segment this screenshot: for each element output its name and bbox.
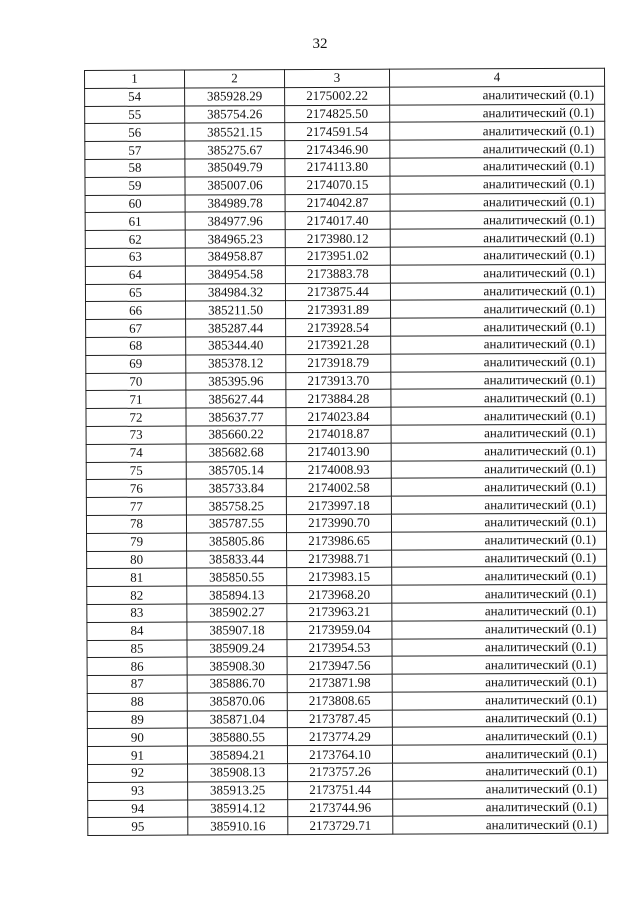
point-number-cell: 54	[85, 88, 185, 106]
table-row	[87, 656, 607, 676]
y-coordinate-cell: 2173883.78	[285, 265, 390, 283]
point-number-cell: 92	[88, 764, 188, 782]
y-coordinate-cell: 2173751.44	[288, 781, 393, 799]
x-coordinate-cell: 385787.55	[186, 515, 286, 533]
method-cell: аналитический (0.1)	[392, 602, 607, 621]
x-coordinate-cell: 385886.70	[187, 675, 287, 693]
table-row	[87, 691, 607, 711]
table-row	[85, 104, 605, 124]
y-coordinate-cell: 2173729.71	[288, 817, 393, 835]
y-coordinate-cell: 2173990.70	[286, 514, 391, 532]
table-row	[86, 442, 606, 462]
point-number-cell: 57	[85, 141, 185, 159]
point-number-cell: 85	[87, 640, 187, 658]
x-coordinate-cell: 385910.16	[188, 817, 288, 835]
y-coordinate-cell: 2173787.45	[287, 710, 392, 728]
x-coordinate-cell: 385660.22	[186, 426, 286, 444]
method-cell: аналитический (0.1)	[391, 389, 606, 408]
table-body	[85, 86, 608, 836]
table-row	[87, 620, 607, 640]
column-header-1: 1	[85, 70, 185, 88]
table-row	[87, 549, 607, 569]
method-cell: аналитический (0.1)	[391, 495, 606, 514]
y-coordinate-cell: 2173997.18	[286, 496, 391, 514]
table-row	[86, 460, 606, 480]
table-row	[87, 531, 607, 551]
method-cell: аналитический (0.1)	[392, 727, 607, 746]
point-number-cell: 87	[87, 675, 187, 693]
x-coordinate-cell: 385833.44	[187, 550, 287, 568]
point-number-cell: 93	[88, 782, 188, 800]
y-coordinate-cell: 2173986.65	[287, 532, 392, 550]
y-coordinate-cell: 2173744.96	[288, 799, 393, 817]
table-row	[88, 780, 608, 800]
x-coordinate-cell: 385894.21	[187, 746, 287, 764]
method-cell: аналитический (0.1)	[391, 317, 606, 336]
x-coordinate-cell: 384958.87	[185, 248, 285, 266]
y-coordinate-cell: 2174113.80	[285, 158, 390, 176]
method-cell: аналитический (0.1)	[391, 478, 606, 497]
table-row	[87, 602, 607, 622]
point-number-cell: 69	[86, 355, 186, 373]
method-cell: аналитический (0.1)	[391, 371, 606, 390]
x-coordinate-cell: 385705.14	[186, 461, 286, 479]
table-row	[86, 478, 606, 498]
method-cell: аналитический (0.1)	[393, 762, 608, 781]
table-row	[86, 495, 606, 515]
y-coordinate-cell: 2174591.54	[285, 123, 390, 141]
point-number-cell: 72	[86, 408, 186, 426]
y-coordinate-cell: 2174023.84	[286, 407, 391, 425]
table-row	[85, 228, 605, 248]
method-cell: аналитический (0.1)	[392, 691, 607, 710]
point-number-cell: 70	[86, 373, 186, 391]
method-cell: аналитический (0.1)	[392, 673, 607, 692]
method-cell: аналитический (0.1)	[392, 638, 607, 657]
point-number-cell: 84	[87, 622, 187, 640]
point-number-cell: 56	[85, 123, 185, 141]
table-row	[85, 211, 605, 231]
point-number-cell: 83	[87, 604, 187, 622]
x-coordinate-cell: 385521.15	[185, 123, 285, 141]
x-coordinate-cell: 384984.32	[185, 283, 285, 301]
point-number-cell: 67	[86, 319, 186, 337]
x-coordinate-cell: 384989.78	[185, 194, 285, 212]
method-cell: аналитический (0.1)	[390, 139, 605, 158]
y-coordinate-cell: 2173931.89	[286, 301, 391, 319]
y-coordinate-cell: 2174013.90	[286, 443, 391, 461]
point-number-cell: 60	[85, 195, 185, 213]
point-number-cell: 90	[87, 729, 187, 747]
x-coordinate-cell: 384954.58	[185, 265, 285, 283]
x-coordinate-cell: 385275.67	[185, 141, 285, 159]
x-coordinate-cell: 385914.12	[188, 799, 288, 817]
column-header-2: 2	[185, 70, 285, 88]
point-number-cell: 86	[87, 657, 187, 675]
point-number-cell: 64	[85, 266, 185, 284]
x-coordinate-cell: 385733.84	[186, 479, 286, 497]
point-number-cell: 73	[86, 426, 186, 444]
point-number-cell: 76	[86, 479, 186, 497]
method-cell: аналитический (0.1)	[391, 300, 606, 319]
point-number-cell: 79	[87, 533, 187, 551]
table-row	[86, 389, 606, 409]
table-row	[86, 353, 606, 373]
point-number-cell: 66	[86, 301, 186, 319]
y-coordinate-cell: 2173757.26	[288, 763, 393, 781]
x-coordinate-cell: 385637.77	[186, 408, 286, 426]
method-cell: аналитический (0.1)	[390, 86, 605, 105]
table-row	[85, 193, 605, 213]
method-cell: аналитический (0.1)	[391, 406, 606, 425]
table-row	[85, 122, 605, 142]
x-coordinate-cell: 385850.55	[187, 568, 287, 586]
table-row	[85, 264, 605, 284]
point-number-cell: 63	[85, 248, 185, 266]
table-row	[85, 86, 605, 106]
x-coordinate-cell: 385344.40	[186, 337, 286, 355]
table-row	[86, 406, 606, 426]
point-number-cell: 95	[88, 818, 188, 836]
point-number-cell: 77	[86, 497, 186, 515]
method-cell: аналитический (0.1)	[392, 709, 607, 728]
point-number-cell: 75	[86, 462, 186, 480]
x-coordinate-cell: 385805.86	[187, 532, 287, 550]
table-row	[87, 584, 607, 604]
point-number-cell: 58	[85, 159, 185, 177]
table-row	[87, 727, 607, 747]
method-cell: аналитический (0.1)	[390, 264, 605, 283]
method-cell: аналитический (0.1)	[390, 193, 605, 212]
method-cell: аналитический (0.1)	[390, 246, 605, 265]
table-row	[86, 317, 606, 337]
method-cell: аналитический (0.1)	[392, 656, 607, 675]
method-cell: аналитический (0.1)	[392, 531, 607, 550]
y-coordinate-cell: 2173983.15	[287, 567, 392, 585]
y-coordinate-cell: 2173968.20	[287, 585, 392, 603]
page-number: 32	[312, 36, 328, 52]
point-number-cell: 89	[87, 711, 187, 729]
x-coordinate-cell: 385758.25	[186, 497, 286, 515]
table-row	[86, 335, 606, 355]
y-coordinate-cell: 2174018.87	[286, 425, 391, 443]
x-coordinate-cell: 385007.06	[185, 176, 285, 194]
x-coordinate-cell: 385682.68	[186, 443, 286, 461]
x-coordinate-cell: 384965.23	[185, 230, 285, 248]
method-cell: аналитический (0.1)	[390, 104, 605, 123]
table-row	[88, 816, 608, 836]
point-number-cell: 62	[85, 230, 185, 248]
x-coordinate-cell: 385902.27	[187, 604, 287, 622]
y-coordinate-cell: 2173808.65	[287, 692, 392, 710]
y-coordinate-cell: 2174346.90	[285, 140, 390, 158]
x-coordinate-cell: 385908.13	[188, 764, 288, 782]
y-coordinate-cell: 2173918.79	[286, 354, 391, 372]
table-row	[88, 798, 608, 818]
method-cell: аналитический (0.1)	[391, 442, 606, 461]
method-cell: аналитический (0.1)	[392, 584, 607, 603]
column-header-4: 4	[389, 68, 604, 87]
method-cell: аналитический (0.1)	[391, 424, 606, 443]
method-cell: аналитический (0.1)	[393, 816, 608, 835]
x-coordinate-cell: 385871.04	[187, 710, 287, 728]
y-coordinate-cell: 2174825.50	[285, 105, 390, 123]
method-cell: аналитический (0.1)	[390, 122, 605, 141]
table-row	[87, 709, 607, 729]
table-row	[87, 638, 607, 658]
y-coordinate-cell: 2174070.15	[285, 176, 390, 194]
x-coordinate-cell: 385880.55	[187, 728, 287, 746]
point-number-cell: 81	[87, 568, 187, 586]
table-row	[87, 567, 607, 587]
y-coordinate-cell: 2173963.21	[287, 603, 392, 621]
y-coordinate-cell: 2173988.71	[287, 550, 392, 568]
method-cell: аналитический (0.1)	[392, 620, 607, 639]
y-coordinate-cell: 2173764.10	[287, 745, 392, 763]
table-row	[88, 762, 608, 782]
method-cell: аналитический (0.1)	[392, 549, 607, 568]
x-coordinate-cell: 385928.29	[185, 87, 285, 105]
x-coordinate-cell: 385908.30	[187, 657, 287, 675]
method-cell: аналитический (0.1)	[391, 460, 606, 479]
method-cell: аналитический (0.1)	[390, 211, 605, 230]
y-coordinate-cell: 2173884.28	[286, 390, 391, 408]
point-number-cell: 82	[87, 586, 187, 604]
y-coordinate-cell: 2174008.93	[286, 461, 391, 479]
y-coordinate-cell: 2173871.98	[287, 674, 392, 692]
y-coordinate-cell: 2173913.70	[286, 372, 391, 390]
y-coordinate-cell: 2173774.29	[287, 728, 392, 746]
x-coordinate-cell: 385211.50	[186, 301, 286, 319]
x-coordinate-cell: 385913.25	[188, 781, 288, 799]
x-coordinate-cell: 385907.18	[187, 621, 287, 639]
y-coordinate-cell: 2174042.87	[285, 194, 390, 212]
x-coordinate-cell: 385870.06	[187, 693, 287, 711]
table-row	[85, 282, 605, 302]
table-row	[86, 424, 606, 444]
column-header-3: 3	[285, 69, 390, 87]
y-coordinate-cell: 2173947.56	[287, 656, 392, 674]
method-cell: аналитический (0.1)	[392, 567, 607, 586]
y-coordinate-cell: 2173928.54	[286, 318, 391, 336]
x-coordinate-cell: 385395.96	[186, 372, 286, 390]
point-number-cell: 91	[87, 746, 187, 764]
table-row	[85, 157, 605, 177]
point-number-cell: 61	[85, 212, 185, 230]
y-coordinate-cell: 2173980.12	[285, 229, 390, 247]
y-coordinate-cell: 2175002.22	[285, 87, 390, 105]
x-coordinate-cell: 385049.79	[185, 159, 285, 177]
table-row	[86, 300, 606, 320]
y-coordinate-cell: 2173954.53	[287, 639, 392, 657]
x-coordinate-cell: 385378.12	[186, 354, 286, 372]
point-number-cell: 94	[88, 800, 188, 818]
x-coordinate-cell: 385627.44	[186, 390, 286, 408]
x-coordinate-cell: 384977.96	[185, 212, 285, 230]
x-coordinate-cell: 385909.24	[187, 639, 287, 657]
method-cell: аналитический (0.1)	[391, 353, 606, 372]
y-coordinate-cell: 2174017.40	[285, 212, 390, 230]
y-coordinate-cell: 2174002.58	[286, 478, 391, 496]
coordinates-table	[84, 68, 608, 837]
y-coordinate-cell: 2173951.02	[285, 247, 390, 265]
point-number-cell: 88	[87, 693, 187, 711]
point-number-cell: 68	[86, 337, 186, 355]
method-cell: аналитический (0.1)	[392, 745, 607, 764]
table-row	[86, 371, 606, 391]
point-number-cell: 74	[86, 444, 186, 462]
method-cell: аналитический (0.1)	[390, 175, 605, 194]
table-row	[87, 745, 607, 765]
point-number-cell: 78	[86, 515, 186, 533]
point-number-cell: 80	[87, 551, 187, 569]
point-number-cell: 71	[86, 390, 186, 408]
method-cell: аналитический (0.1)	[393, 780, 608, 799]
method-cell: аналитический (0.1)	[390, 228, 605, 247]
x-coordinate-cell: 385894.13	[187, 586, 287, 604]
method-cell: аналитический (0.1)	[390, 157, 605, 176]
point-number-cell: 55	[85, 106, 185, 124]
table-row	[85, 175, 605, 195]
x-coordinate-cell: 385287.44	[186, 319, 286, 337]
table-row	[87, 673, 607, 693]
method-cell: аналитический (0.1)	[393, 798, 608, 817]
point-number-cell: 65	[85, 284, 185, 302]
x-coordinate-cell: 385754.26	[185, 105, 285, 123]
table-row	[85, 246, 605, 266]
table-row	[86, 513, 606, 533]
y-coordinate-cell: 2173921.28	[286, 336, 391, 354]
table-row	[85, 139, 605, 159]
y-coordinate-cell: 2173875.44	[285, 283, 390, 301]
point-number-cell: 59	[85, 177, 185, 195]
method-cell: аналитический (0.1)	[391, 335, 606, 354]
y-coordinate-cell: 2173959.04	[287, 621, 392, 639]
table-header-row	[85, 68, 605, 88]
method-cell: аналитический (0.1)	[391, 513, 606, 532]
method-cell: аналитический (0.1)	[390, 282, 605, 301]
